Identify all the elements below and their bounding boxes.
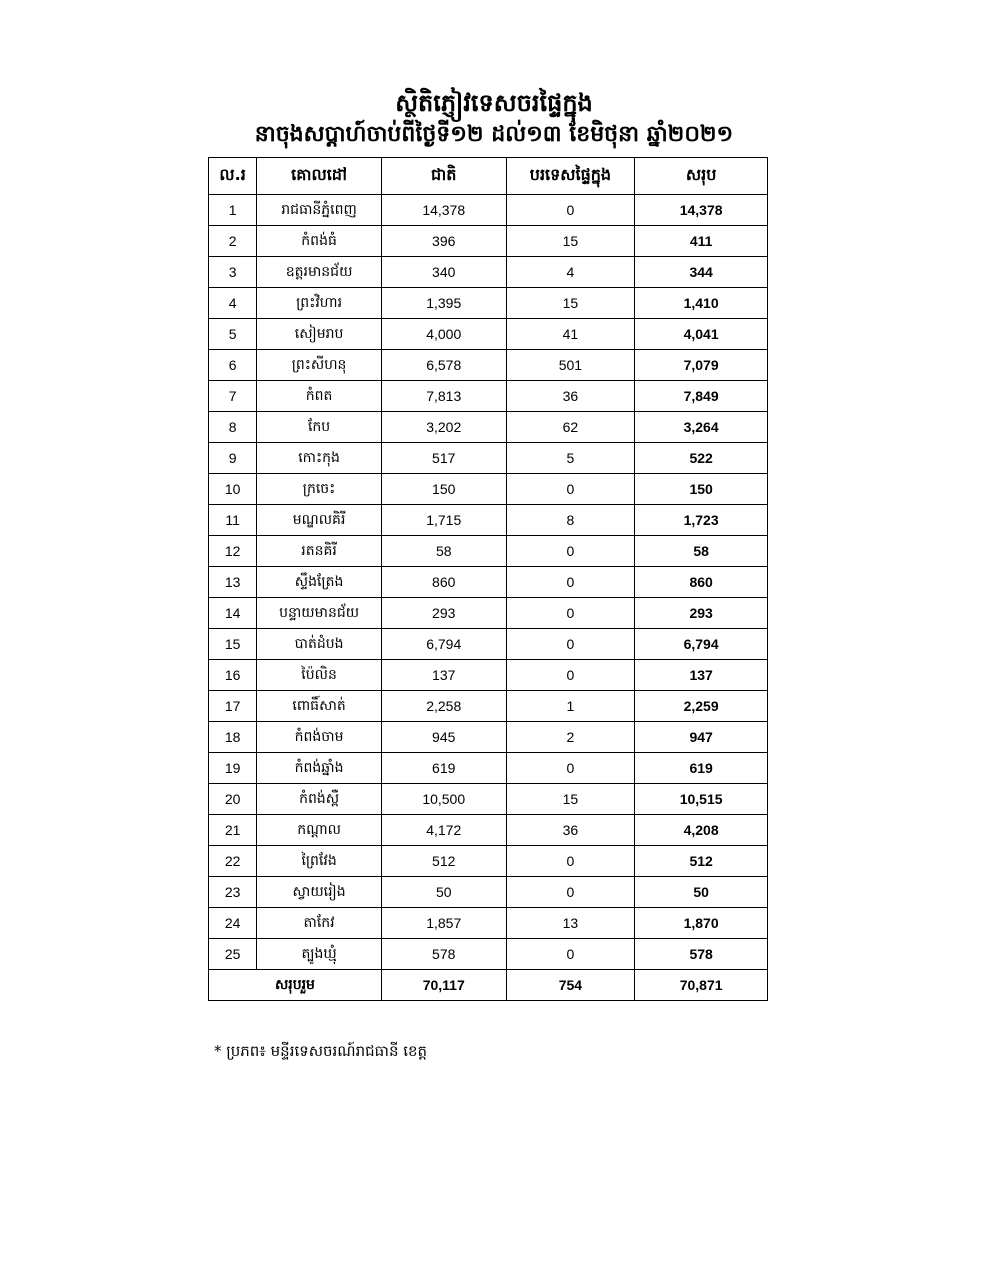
row-number: 20 xyxy=(209,784,257,815)
domestic-count: 0 xyxy=(506,195,635,226)
domestic-count: 501 xyxy=(506,350,635,381)
province-name: ស្ទឹងត្រែង xyxy=(257,567,382,598)
province-name: បន្ទាយមានជ័យ xyxy=(257,598,382,629)
total-count: 578 xyxy=(635,939,768,970)
table-row xyxy=(209,753,768,784)
total-count: 522 xyxy=(635,443,768,474)
total-count: 512 xyxy=(635,846,768,877)
row-number: 15 xyxy=(209,629,257,660)
header-no: ល.រ xyxy=(209,158,257,195)
national-count: 1,395 xyxy=(381,288,506,319)
national-count: 4,172 xyxy=(381,815,506,846)
table-row xyxy=(209,722,768,753)
total-count: 293 xyxy=(635,598,768,629)
total-count: 344 xyxy=(635,257,768,288)
total-count: 860 xyxy=(635,567,768,598)
row-number: 18 xyxy=(209,722,257,753)
row-number: 10 xyxy=(209,474,257,505)
row-number: 2 xyxy=(209,226,257,257)
table-row xyxy=(209,195,768,226)
domestic-count: 8 xyxy=(506,505,635,536)
province-name: កណ្តាល xyxy=(257,815,382,846)
total-count: 3,264 xyxy=(635,412,768,443)
province-name: កោះកុង xyxy=(257,443,382,474)
table-row xyxy=(209,443,768,474)
row-number: 17 xyxy=(209,691,257,722)
national-count: 58 xyxy=(381,536,506,567)
page-subtitle: នាចុងសប្តាហ៍ចាប់ពីថ្ងៃទី១២ ដល់១៣ ខែមិថុនា ឆ្នាំ២០២១ xyxy=(254,122,734,147)
domestic-count: 41 xyxy=(506,319,635,350)
province-name: កំពង់ធំ xyxy=(257,226,382,257)
row-number: 19 xyxy=(209,753,257,784)
province-name: កំពង់ស្ពឺ xyxy=(257,784,382,815)
row-number: 4 xyxy=(209,288,257,319)
province-name: ព្រះសីហនុ xyxy=(257,350,382,381)
province-name: រាជធានីភ្នំពេញ xyxy=(257,195,382,226)
province-name: ស្វាយរៀង xyxy=(257,877,382,908)
domestic-count: 15 xyxy=(506,226,635,257)
national-count: 150 xyxy=(381,474,506,505)
national-count: 4,000 xyxy=(381,319,506,350)
header-national: ជាតិ xyxy=(381,158,506,195)
domestic-count: 0 xyxy=(506,939,635,970)
national-count: 10,500 xyxy=(381,784,506,815)
domestic-count: 0 xyxy=(506,877,635,908)
header-destination: គោលដៅ xyxy=(257,158,382,195)
national-count: 619 xyxy=(381,753,506,784)
row-number: 6 xyxy=(209,350,257,381)
total-count: 1,870 xyxy=(635,908,768,939)
total-count: 6,794 xyxy=(635,629,768,660)
national-count: 340 xyxy=(381,257,506,288)
domestic-count: 15 xyxy=(506,288,635,319)
province-name: សៀមរាប xyxy=(257,319,382,350)
province-name: ឧត្តរមានជ័យ xyxy=(257,257,382,288)
national-count: 293 xyxy=(381,598,506,629)
row-number: 11 xyxy=(209,505,257,536)
header-total: សរុប xyxy=(635,158,768,195)
table-row xyxy=(209,567,768,598)
total-count: 2,259 xyxy=(635,691,768,722)
total-count: 4,208 xyxy=(635,815,768,846)
domestic-count: 0 xyxy=(506,567,635,598)
domestic-count: 5 xyxy=(506,443,635,474)
domestic-count: 13 xyxy=(506,908,635,939)
table-row xyxy=(209,412,768,443)
national-count: 137 xyxy=(381,660,506,691)
province-name: ព្រៃវែង xyxy=(257,846,382,877)
tourist-statistics-table xyxy=(208,157,768,1001)
row-number: 3 xyxy=(209,257,257,288)
total-count: 10,515 xyxy=(635,784,768,815)
national-count: 512 xyxy=(381,846,506,877)
total-count: 50 xyxy=(635,877,768,908)
total-count: 150 xyxy=(635,474,768,505)
province-name: កែប xyxy=(257,412,382,443)
row-number: 21 xyxy=(209,815,257,846)
national-count: 3,202 xyxy=(381,412,506,443)
national-count: 50 xyxy=(381,877,506,908)
province-name: ក្រចេះ xyxy=(257,474,382,505)
total-count: 1,723 xyxy=(635,505,768,536)
table-row xyxy=(209,846,768,877)
grand-total-sum: 70,871 xyxy=(635,970,768,1001)
row-number: 1 xyxy=(209,195,257,226)
table-row xyxy=(209,908,768,939)
row-number: 5 xyxy=(209,319,257,350)
row-number: 16 xyxy=(209,660,257,691)
national-count: 517 xyxy=(381,443,506,474)
table-row xyxy=(209,226,768,257)
total-count: 7,849 xyxy=(635,381,768,412)
total-count: 7,079 xyxy=(635,350,768,381)
province-name: កំពង់ចាម xyxy=(257,722,382,753)
province-name: កំពង់ឆ្នាំង xyxy=(257,753,382,784)
province-name: មណ្ឌលគិរី xyxy=(257,505,382,536)
row-number: 14 xyxy=(209,598,257,629)
table-row xyxy=(209,939,768,970)
total-count: 619 xyxy=(635,753,768,784)
domestic-count: 36 xyxy=(506,815,635,846)
domestic-count: 36 xyxy=(506,381,635,412)
province-name: កំពត xyxy=(257,381,382,412)
province-name: ព្រះវិហារ xyxy=(257,288,382,319)
domestic-count: 0 xyxy=(506,474,635,505)
national-count: 2,258 xyxy=(381,691,506,722)
domestic-count: 0 xyxy=(506,846,635,877)
national-count: 6,578 xyxy=(381,350,506,381)
row-number: 8 xyxy=(209,412,257,443)
header-domestic-tourists: បរទេសផ្ទៃក្នុង xyxy=(506,158,635,195)
table-row xyxy=(209,660,768,691)
table-row xyxy=(209,784,768,815)
table-row xyxy=(209,598,768,629)
national-count: 6,794 xyxy=(381,629,506,660)
row-number: 25 xyxy=(209,939,257,970)
province-name: ពោធិ៍សាត់ xyxy=(257,691,382,722)
national-count: 578 xyxy=(381,939,506,970)
national-count: 1,715 xyxy=(381,505,506,536)
province-name: តាកែវ xyxy=(257,908,382,939)
national-count: 945 xyxy=(381,722,506,753)
table-row xyxy=(209,505,768,536)
total-count: 411 xyxy=(635,226,768,257)
table-row xyxy=(209,536,768,567)
page-title: ស្ថិតិភ្ញៀវទេសចរផ្ទៃក្នុង xyxy=(395,89,593,117)
total-count: 137 xyxy=(635,660,768,691)
row-number: 24 xyxy=(209,908,257,939)
grand-total-row xyxy=(209,970,768,1001)
domestic-count: 0 xyxy=(506,536,635,567)
province-name: ត្បូងឃ្មុំ xyxy=(257,939,382,970)
table-header-row xyxy=(209,158,768,195)
national-count: 860 xyxy=(381,567,506,598)
total-count: 4,041 xyxy=(635,319,768,350)
table-row xyxy=(209,691,768,722)
table-row xyxy=(209,877,768,908)
table-row xyxy=(209,815,768,846)
row-number: 9 xyxy=(209,443,257,474)
table-row xyxy=(209,381,768,412)
total-count: 947 xyxy=(635,722,768,753)
row-number: 7 xyxy=(209,381,257,412)
national-count: 1,857 xyxy=(381,908,506,939)
domestic-count: 0 xyxy=(506,753,635,784)
total-count: 1,410 xyxy=(635,288,768,319)
domestic-count: 1 xyxy=(506,691,635,722)
source-note: * ប្រភព៖ មន្ទីរទេសចរណ៍រាជធានី ខេត្ត xyxy=(214,1042,428,1060)
national-count: 7,813 xyxy=(381,381,506,412)
row-number: 22 xyxy=(209,846,257,877)
total-count: 14,378 xyxy=(635,195,768,226)
table-row xyxy=(209,629,768,660)
table-row xyxy=(209,319,768,350)
domestic-count: 0 xyxy=(506,629,635,660)
table-body xyxy=(209,195,768,970)
row-number: 13 xyxy=(209,567,257,598)
domestic-count: 62 xyxy=(506,412,635,443)
domestic-count: 4 xyxy=(506,257,635,288)
domestic-count: 0 xyxy=(506,660,635,691)
row-number: 23 xyxy=(209,877,257,908)
table-row xyxy=(209,474,768,505)
grand-total-domestic: 754 xyxy=(506,970,635,1001)
province-name: បាត់ដំបង xyxy=(257,629,382,660)
province-name: រតនគិរី xyxy=(257,536,382,567)
grand-total-label: សរុបរួម xyxy=(209,970,382,1001)
national-count: 14,378 xyxy=(381,195,506,226)
row-number: 12 xyxy=(209,536,257,567)
table-row xyxy=(209,257,768,288)
domestic-count: 2 xyxy=(506,722,635,753)
province-name: ប៉ៃលិន xyxy=(257,660,382,691)
domestic-count: 15 xyxy=(506,784,635,815)
table-row xyxy=(209,350,768,381)
table-row xyxy=(209,288,768,319)
total-count: 58 xyxy=(635,536,768,567)
domestic-count: 0 xyxy=(506,598,635,629)
grand-total-national: 70,117 xyxy=(381,970,506,1001)
national-count: 396 xyxy=(381,226,506,257)
